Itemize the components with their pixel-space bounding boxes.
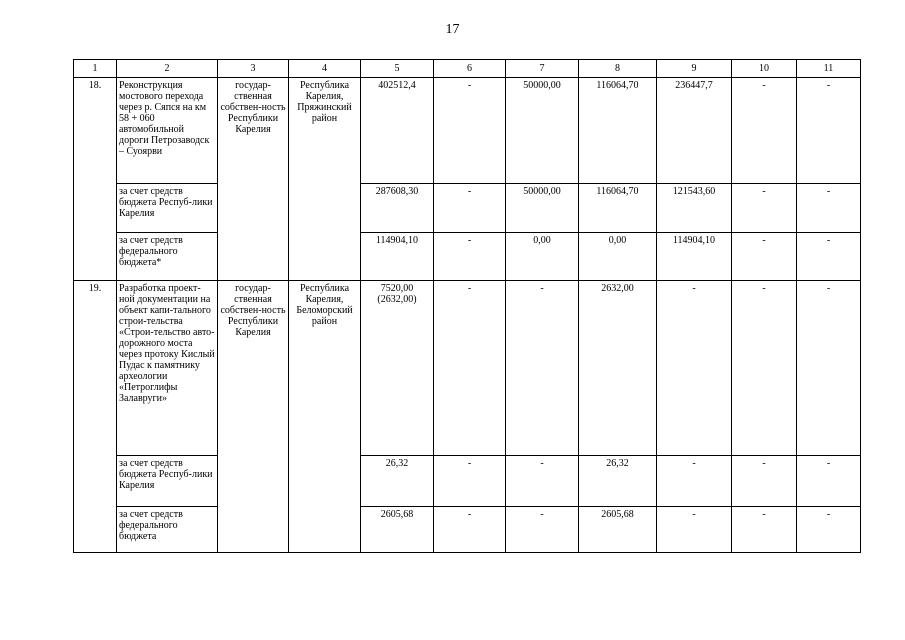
- value-cell: -: [657, 456, 732, 507]
- value-cell: -: [657, 281, 732, 456]
- value-cell: -: [657, 507, 732, 553]
- value-cell: -: [797, 281, 861, 456]
- header-cell: 9: [657, 60, 732, 78]
- header-cell: 6: [434, 60, 506, 78]
- value-cell: -: [506, 281, 579, 456]
- value-cell: 116064,70: [579, 78, 657, 184]
- value-cell: -: [797, 233, 861, 281]
- value-cell: -: [434, 184, 506, 233]
- value-cell: 2632,00: [579, 281, 657, 456]
- value-cell: 114904,10: [361, 233, 434, 281]
- value-cell: -: [732, 184, 797, 233]
- value-cell: -: [732, 456, 797, 507]
- header-row: [74, 60, 861, 78]
- value-cell: -: [732, 281, 797, 456]
- object-name: Реконструкция мостового перехода через р. Сяпся на км 58 + 060 автомобильной дороги Петрозаводск – Суоярви: [117, 78, 218, 184]
- page-number: 17: [445, 22, 460, 37]
- value-cell: 116064,70: [579, 184, 657, 233]
- value-cell: -: [434, 507, 506, 553]
- table-subrow: [74, 184, 861, 233]
- funding-source: за счет средств бюджета Респуб-лики Карелия: [117, 456, 218, 507]
- header-cell: 3: [218, 60, 289, 78]
- header-cell: 11: [797, 60, 861, 78]
- value-cell: 50000,00: [506, 78, 579, 184]
- table-row: [74, 281, 861, 456]
- header-cell: 4: [289, 60, 361, 78]
- header-cell: 7: [506, 60, 579, 78]
- header-cell: 1: [74, 60, 117, 78]
- value-cell: 121543,60: [657, 184, 732, 233]
- ownership: государ-ственная собствен-ность Республики Карелия: [218, 78, 289, 281]
- table-row: [74, 78, 861, 184]
- value-cell: -: [506, 456, 579, 507]
- value-cell: 0,00: [506, 233, 579, 281]
- funding-source: за счет средств федерального бюджета*: [117, 233, 218, 281]
- value-cell: -: [434, 78, 506, 184]
- header-cell: 5: [361, 60, 434, 78]
- value-cell: -: [797, 78, 861, 184]
- value-cell: 402512,4: [361, 78, 434, 184]
- value-cell: 236447,7: [657, 78, 732, 184]
- value-cell: 50000,00: [506, 184, 579, 233]
- value-cell: -: [797, 184, 861, 233]
- value-cell: 114904,10: [657, 233, 732, 281]
- table-subrow: [74, 456, 861, 507]
- value-cell: 287608,30: [361, 184, 434, 233]
- header-cell: 10: [732, 60, 797, 78]
- value-cell: 2605,68: [361, 507, 434, 553]
- value-cell: 26,32: [361, 456, 434, 507]
- value-cell: 7520,00 (2632,00): [361, 281, 434, 456]
- funding-source: за счет средств бюджета Респуб-лики Карелия: [117, 184, 218, 233]
- ownership: государ-ственная собствен-ность Республики Карелия: [218, 281, 289, 553]
- value-cell: -: [434, 281, 506, 456]
- program-table: [73, 59, 861, 553]
- value-cell: 2605,68: [579, 507, 657, 553]
- value-cell: -: [434, 233, 506, 281]
- value-cell: -: [732, 507, 797, 553]
- location: Республика Карелия, Беломорский район: [289, 281, 361, 553]
- location: Республика Карелия, Пряжинский район: [289, 78, 361, 281]
- table-subrow: [74, 507, 861, 553]
- value-cell: -: [732, 78, 797, 184]
- object-name: Разработка проект-ной документации на объект капи-тального строи-тельства «Строи-тельство авто-дорожного моста через протоку Кислый Пудас к памятнику археологии «Петроглифы Залавруги»: [117, 281, 218, 456]
- row-number: 18.: [74, 78, 117, 281]
- value-cell: -: [506, 507, 579, 553]
- value-cell: -: [434, 456, 506, 507]
- header-cell: 2: [117, 60, 218, 78]
- value-cell: -: [797, 456, 861, 507]
- funding-source: за счет средств федерального бюджета: [117, 507, 218, 553]
- value-cell: -: [732, 233, 797, 281]
- row-number: 19.: [74, 281, 117, 553]
- value-cell: 26,32: [579, 456, 657, 507]
- value-cell: -: [797, 507, 861, 553]
- header-cell: 8: [579, 60, 657, 78]
- value-cell: 0,00: [579, 233, 657, 281]
- table-subrow: [74, 233, 861, 281]
